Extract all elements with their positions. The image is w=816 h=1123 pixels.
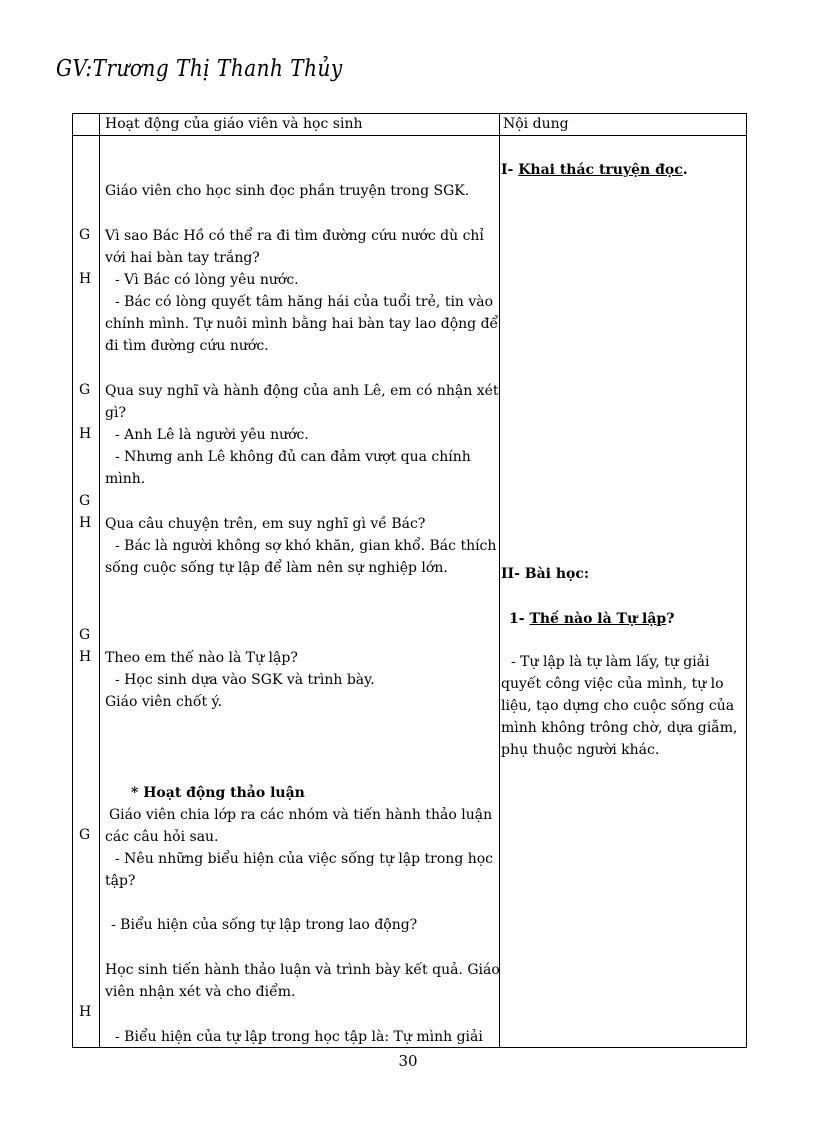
- activity-line: gì?: [105, 405, 126, 421]
- activity-line: Qua câu chuyện trên, em suy nghĩ gì về Bác?: [105, 516, 426, 532]
- activity-line: tập?: [105, 873, 136, 889]
- discussion-heading: * Hoạt động thảo luận: [131, 785, 305, 801]
- section2-heading: II- Bài học:: [501, 566, 590, 582]
- role-label: H: [79, 1004, 92, 1020]
- page-number: 30: [398, 1052, 418, 1070]
- definition-line: liệu, tạo dựng cho cuộc sống của: [501, 698, 735, 714]
- role-label: G: [79, 827, 91, 843]
- role-label: H: [79, 271, 92, 287]
- header-activity: Hoạt động của giáo viên và học sinh: [105, 116, 363, 132]
- role-label: G: [79, 627, 91, 643]
- role-label: G: [79, 227, 91, 243]
- definition-line: mình không trông chờ, dựa giẫm,: [501, 720, 738, 736]
- role-label: H: [79, 426, 92, 442]
- activity-line: sống cuộc sống tự lập để làm nên sự nghiệp lớn.: [105, 560, 448, 576]
- activity-line: Giáo viên chia lớp ra các nhóm và tiến hành thảo luận: [109, 807, 493, 823]
- activity-line: - Biểu hiện của tự lập trong học tập là: Tự mình giải: [115, 1029, 483, 1045]
- activity-line: - Học sinh dựa vào SGK và trình bày.: [115, 672, 375, 688]
- activity-line: Giáo viên cho học sinh đọc phần truyện trong SGK.: [105, 183, 470, 199]
- activity-line: Theo em thế nào là Tự lập?: [105, 650, 298, 666]
- role-label: G: [79, 382, 91, 398]
- activity-line: các câu hỏi sau.: [105, 829, 219, 845]
- activity-line: - Bác là người không sợ khó khăn, gian khổ. Bác thích: [115, 538, 497, 554]
- activity-line: Giáo viên chốt ý.: [105, 694, 223, 710]
- definition-line: - Tự lập là tự làm lấy, tự giải: [511, 654, 710, 670]
- column-divider: [99, 114, 100, 1047]
- role-label: H: [79, 649, 92, 665]
- header-row-divider: [73, 135, 746, 136]
- activity-line: - Vì Bác có lòng yêu nước.: [115, 272, 299, 288]
- activity-line: với hai bàn tay trắng?: [105, 250, 260, 266]
- definition-line: phụ thuộc người khác.: [501, 742, 660, 758]
- activity-line: - Biểu hiện của sống tự lập trong lao động?: [111, 917, 418, 933]
- activity-line: - Nêu những biểu hiện của việc sống tự lập trong học: [115, 851, 494, 867]
- lesson-table: [72, 113, 747, 1048]
- role-label: G: [79, 493, 91, 509]
- activity-line: mình.: [105, 471, 146, 487]
- activity-line: Qua suy nghĩ và hành động của anh Lê, em có nhận xét: [105, 383, 499, 399]
- activity-line: - Nhưng anh Lê không đủ can đảm vượt qua chính: [115, 449, 471, 465]
- section1-heading: I- Khai thác truyện đọc.: [501, 162, 688, 178]
- activity-line: Học sinh tiến hành thảo luận và trình bày kết quả. Giáo: [105, 962, 500, 978]
- teacher-signature: GV:Trương Thị Thanh Thủy: [56, 54, 343, 82]
- role-label: H: [79, 515, 92, 531]
- column-divider: [499, 114, 500, 1047]
- activity-line: - Anh Lê là người yêu nước.: [115, 427, 309, 443]
- activity-line: chính mình. Tự nuôi mình bằng hai bàn tay lao động để: [105, 316, 499, 332]
- activity-line: - Bác có lòng quyết tâm hăng hái của tuổi trẻ, tin vào: [115, 294, 494, 310]
- header-content: Nội dung: [503, 116, 569, 132]
- activity-line: đi tìm đường cứu nước.: [105, 338, 269, 354]
- definition-line: quyết công việc của mình, tự lo: [501, 676, 724, 692]
- activity-line: Vì sao Bác Hồ có thể ra đi tìm đường cứu nước dù chỉ: [105, 228, 484, 244]
- activity-line: viên nhận xét và cho điểm.: [105, 984, 296, 1000]
- subsection1-heading: 1- Thế nào là Tự lập?: [509, 611, 675, 627]
